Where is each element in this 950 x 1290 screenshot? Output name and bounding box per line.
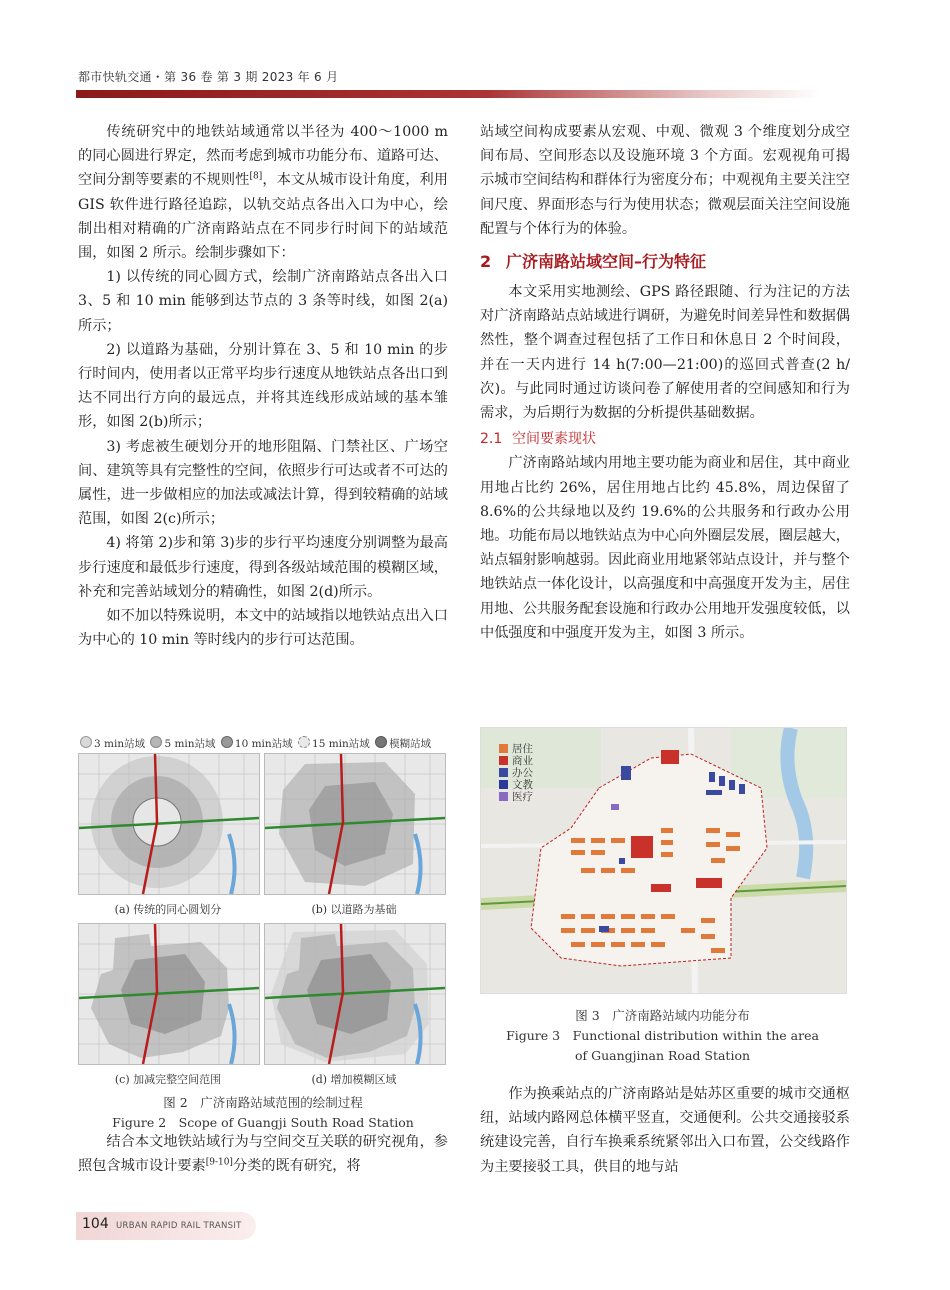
journal-name: URBAN RAPID RAIL TRANSIT: [116, 1221, 242, 1231]
panel-b-label: (b) 以道路为基础: [311, 903, 397, 916]
paragraph: 3) 考虑被生硬划分开的地形阻隔、门禁社区、广场空间、建筑等具有完整性的空间，依照步行可达或者不可达的属性，进一步做相应的加法或减法计算，得到较精确的站域范围，如图 2(c)所示；: [78, 438, 448, 528]
panel-c-map: [78, 923, 260, 1065]
legend-swatch-commercial: [499, 756, 508, 765]
paragraph: 作为换乘站点的广济南路站是姑苏区重要的城市交通枢纽，站域内路网总体横平竖直，交通便利。公共交通接驳系统建设完善，自行车换乘系统紧邻出入口布置，公交线路作为主要接驳工具，供目的地与站: [480, 1086, 850, 1175]
right-column: [480, 120, 850, 645]
right-bottom-paragraph: [480, 1082, 850, 1179]
legend-swatch-education: [499, 780, 508, 789]
legend-label: 15 min站域: [312, 738, 370, 750]
figure-2-legend: [78, 735, 448, 753]
legend-label: 10 min站域: [234, 738, 293, 750]
panel-d-map: [264, 923, 446, 1065]
paragraph: 4) 将第 2)步和第 3)步的步行平均速度分别调整为最高步行速度和最低步行速度，得到各级站域范围的模糊区域，补充和完善站域划分的精确性，如图 2(d)所示。: [78, 535, 448, 600]
figure-2-caption-en: Figure 2 Scope of Guangji South Road Station: [112, 1115, 414, 1130]
panel-a-label: (a) 传统的同心圆划分: [114, 903, 222, 916]
left-column: [78, 120, 448, 652]
paragraph: 结合本文地铁站域行为与空间交互关联的研究视角，参照包含城市设计要素[9-10]分类的既有研究，将: [78, 1134, 448, 1175]
legend-label: 居住: [512, 743, 533, 755]
legend-swatch-office: [499, 768, 508, 777]
paragraph: 2) 以道路为基础，分别计算在 3、5 和 10 min 的步行时间内，使用者以正常平均步行速度从地铁站点各出口到达不同出行方向的最远点，并将其连线形成站域的基本雏形，如图 2(b)所示；: [78, 341, 448, 431]
section-2-1-heading: 2.1 空间要素现状: [480, 431, 596, 448]
figure-3-legend: [499, 743, 533, 803]
citation: [9-10]: [205, 1157, 233, 1168]
legend-label: 3 min站域: [94, 738, 146, 750]
figure-3-caption-en-1: Figure 3 Functional distribution within the area: [506, 1028, 819, 1043]
paragraph: 1) 以传统的同心圆方式，绘制广济南路站点各出入口 3、5 和 10 min 能够到达节点的 3 条等时线，如图 2(a)所示；: [78, 269, 448, 334]
paragraph: 本文采用实地测绘、GPS 路径跟随、行为注记的方法对广济南路站点站域进行调研，为避免时间差异性和数据偶然性，整个调查过程包括了工作日和休息日 2 个时间段，并在一天内进行 14 h(7:00—21:00)的巡回式普查(2 h/次)。与此同时通过访谈问卷了解使用者的空间感知和行为需求，为后期行为数据的分析提供基础数据。: [480, 284, 850, 422]
panel-a-map: [78, 753, 260, 895]
figure-2: [78, 735, 448, 1133]
section-2-heading: 2 广济南路站域空间–行为特征: [480, 252, 707, 272]
figure-3-caption-en-2: of Guangjinan Road Station: [574, 1048, 751, 1063]
legend-label: 文教: [512, 779, 533, 791]
legend-label: 医疗: [512, 791, 533, 803]
figure-3-caption-cn: 图 3 广济南路站域内功能分布: [575, 1008, 750, 1023]
legend-swatch-medical: [499, 792, 508, 801]
figure-2-caption-cn: 图 2 广济南路站域范围的绘制过程: [163, 1095, 363, 1110]
legend-swatch-15min: [298, 736, 310, 748]
citation: [8]: [249, 171, 263, 182]
legend-swatch-residential: [499, 744, 508, 753]
legend-label: 模糊站域: [389, 738, 432, 750]
paragraph: 站域空间构成要素从宏观、中观、微观 3 个维度划分成空间布局、空间形态以及设施环境 3 个方面。宏观视角可揭示城市空间结构和群体行为密度分布；中观视角主要关注空间尺度、界面形态与行为使用状态；微观层面关注空间设施配置与个体行为的体验。: [480, 124, 850, 237]
figure-2-panels: [78, 753, 448, 1086]
figure-3: [480, 727, 845, 1066]
left-bottom-paragraph: [78, 1130, 448, 1178]
legend-label: 5 min站域: [164, 738, 216, 750]
paragraph: 传统研究中的地铁站域通常以半径为 400～1000 m 的同心圆进行界定，然而考虑到城市功能分布、道路可达、空间分割等要素的不规则性[8]，本文从城市设计角度，利用 GIS 软件进行路径追踪，以轨交站点各出入口为中心，绘制出相对精确的广济南路站点在不同步行时间下的站域范围，如图 2 所示。绘制步骤如下：: [78, 124, 448, 262]
legend-label: 商业: [512, 755, 533, 767]
panel-c-label: (c) 加减完整空间范围: [114, 1073, 222, 1086]
header-rule: [76, 90, 820, 98]
legend-label: 办公: [512, 767, 533, 779]
legend-swatch-5min: [150, 736, 162, 748]
panel-b-map: [264, 753, 446, 895]
legend-swatch-fuzzy: [375, 736, 387, 748]
paragraph: 如不加以特殊说明，本文中的站域指以地铁站点出入口为中心的 10 min 等时线内的步行可达范围。: [78, 608, 448, 649]
figure-3-map: [480, 727, 847, 994]
page-number: 104: [82, 1216, 109, 1232]
paragraph: 广济南路站域内用地主要功能为商业和居住，其中商业用地占比约 26%，居住用地占比约 45.8%，周边保留了 8.6%的公共绿地以及约 19.6%的公共服务和行政办公用地。功能布局以地铁站点为中心向外圈层发展，圈层越大，站点辐射影响越弱。因此商业用地紧邻站点设计，并与整个地铁站点一体化设计，以高强度和中高强度开发为主，居住用地、公共服务配套设施和行政办公用地开发强度较低，以中低强度和中强度开发为主，如图 3 所示。: [480, 455, 850, 641]
panel-d-label: (d) 增加模糊区域: [311, 1073, 397, 1086]
journal-header: 都市快轨交通・第 36 卷 第 3 期 2023 年 6 月: [78, 70, 339, 84]
legend-swatch-10min: [221, 736, 233, 748]
legend-swatch-3min: [80, 736, 92, 748]
